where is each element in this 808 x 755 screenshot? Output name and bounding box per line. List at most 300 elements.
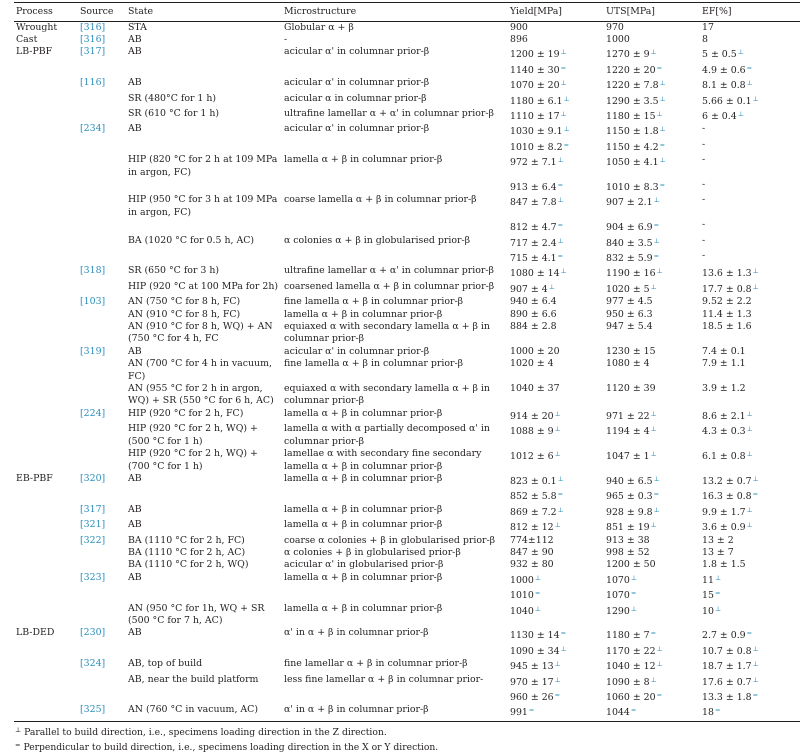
state-cell <box>126 535 282 547</box>
source-cell <box>78 93 126 108</box>
yield-cell <box>508 535 604 547</box>
state-cell: AN (700 °C for 4 h in vacuum, FC) <box>128 358 272 382</box>
ef-cell <box>700 658 800 673</box>
uts-cell: 1290 <box>606 605 630 617</box>
state-cell: AB <box>128 519 142 531</box>
microstructure-cell: - <box>284 33 288 45</box>
ef-cell <box>700 519 800 534</box>
table-row <box>14 383 800 408</box>
uts-cell <box>604 559 700 571</box>
yield-cell: 970 ± 17 <box>510 676 554 688</box>
parallel-marker: ⊥ <box>563 94 570 103</box>
uts-cell <box>604 296 700 308</box>
source-link[interactable]: [322] <box>80 534 106 546</box>
yield-cell <box>508 250 604 265</box>
microstructure-cell <box>282 154 508 179</box>
microstructure-cell <box>282 123 508 138</box>
ef-cell <box>700 250 800 265</box>
microstructure-cell: α colonies α + β in globularised prior-β <box>284 234 471 246</box>
ef-cell: 13.2 ± 0.7 <box>702 475 752 487</box>
table-row <box>14 46 800 61</box>
state-cell: AB <box>128 77 142 89</box>
process-cell <box>14 408 78 423</box>
parallel-marker: ⊥ <box>650 409 657 418</box>
perpendicular-marker: = <box>630 589 637 598</box>
ef-cell <box>700 559 800 571</box>
state-cell <box>126 309 282 321</box>
microstructure-cell <box>282 488 508 503</box>
state-cell <box>126 643 282 658</box>
uts-cell <box>604 235 700 250</box>
state-cell <box>126 46 282 61</box>
microstructure-cell <box>282 572 508 587</box>
yield-cell: 852 ± 5.8 <box>510 491 557 503</box>
yield-cell <box>508 408 604 423</box>
perpendicular-marker: = <box>560 629 567 638</box>
source-cell <box>78 488 126 503</box>
yield-cell <box>508 658 604 673</box>
microstructure-cell <box>282 674 508 689</box>
source-cell <box>78 219 126 234</box>
ef-cell <box>700 139 800 154</box>
ef-cell: 3.6 ± 0.9 <box>702 522 746 534</box>
uts-cell <box>604 572 700 587</box>
uts-cell <box>604 139 700 154</box>
perpendicular-marker: = <box>563 140 570 149</box>
process-cell <box>14 547 78 559</box>
uts-cell: 1194 ± 4 <box>606 426 650 438</box>
yield-cell: 1110 ± 17 <box>510 110 560 122</box>
source-link[interactable]: [318] <box>80 265 106 277</box>
source-cell <box>78 572 126 587</box>
perpendicular-marker: = <box>656 63 663 72</box>
microstructure-cell <box>282 358 508 383</box>
ef-cell: 5 ± 0.5 <box>702 49 737 61</box>
ef-cell <box>700 358 800 383</box>
header-yield: Yield[MPa] <box>508 4 604 21</box>
parallel-marker: ⊥ <box>656 660 663 669</box>
uts-cell: 1070 <box>606 590 630 602</box>
microstructure-cell: lamella α + β in columnar prior-β <box>284 602 443 614</box>
microstructure-cell <box>282 21 508 34</box>
source-link[interactable]: [316] <box>80 33 106 45</box>
uts-cell <box>604 123 700 138</box>
ef-cell: - <box>702 219 706 231</box>
ef-cell <box>700 383 800 408</box>
microstructure-cell <box>282 559 508 571</box>
yield-cell: 717 ± 2.4 <box>510 237 557 249</box>
microstructure-cell: acicular α' in columnar prior-β <box>284 46 430 58</box>
uts-cell: 904 ± 6.9 <box>606 222 653 234</box>
ef-cell <box>700 179 800 194</box>
perpendicular-marker: = <box>557 490 564 499</box>
uts-cell <box>604 519 700 534</box>
uts-cell: 977 ± 4.5 <box>606 296 653 308</box>
source-cell <box>78 358 126 383</box>
microstructure-cell <box>282 93 508 108</box>
ef-cell <box>700 296 800 308</box>
microstructure-cell <box>282 448 508 473</box>
state-cell <box>126 423 282 448</box>
parallel-marker: ⊥ <box>746 79 753 88</box>
source-link[interactable]: [321] <box>80 519 106 531</box>
state-cell <box>126 572 282 587</box>
table-row <box>14 448 800 473</box>
perpendicular-marker: = <box>653 221 660 230</box>
state-cell: AN (750 °C for 8 h, FC) <box>128 296 241 308</box>
state-cell: BA (1110 °C for 2 h, FC) <box>128 534 245 546</box>
yield-cell <box>508 296 604 308</box>
perpendicular-marker: = <box>653 252 660 260</box>
yield-cell <box>508 123 604 138</box>
ef-cell: 18.7 ± 1.7 <box>702 661 752 673</box>
yield-cell: 1030 ± 9.1 <box>510 126 563 138</box>
microstructure-cell: lamella α + β in columnar prior-β <box>284 571 443 583</box>
parallel-marker: ⊥ <box>560 267 567 276</box>
yield-cell: 1012 ± 6 <box>510 451 554 463</box>
process-cell: EB-PBF <box>16 472 53 484</box>
uts-cell: 1070 <box>606 574 630 586</box>
process-cell <box>14 194 78 219</box>
ef-cell <box>700 547 800 559</box>
yield-cell: 913 ± 6.4 <box>510 181 557 193</box>
ef-cell: - <box>702 194 706 206</box>
uts-cell <box>604 93 700 108</box>
source-cell <box>78 321 126 346</box>
process-cell <box>14 572 78 587</box>
yield-cell: 896 <box>510 33 528 45</box>
uts-cell: 950 ± 6.3 <box>606 308 653 320</box>
uts-cell <box>604 704 700 721</box>
uts-cell: 1150 ± 4.2 <box>606 141 659 153</box>
microstructure-cell: ultrafine lamellar α + α' in columnar prior-β <box>284 107 494 119</box>
parallel-marker: ⊥ <box>752 94 759 103</box>
uts-cell: 998 ± 52 <box>606 546 650 558</box>
state-cell: AB <box>128 46 142 58</box>
state-cell: AB <box>128 503 142 515</box>
uts-cell: 1150 ± 1.8 <box>606 126 659 138</box>
uts-cell: 1000 <box>606 33 630 45</box>
state-cell: AN (910 °C for 8 h, WQ) + AN (750 °C for 4 h, FC <box>128 321 273 345</box>
uts-cell: 947 ± 5.4 <box>606 321 653 333</box>
source-cell <box>78 423 126 448</box>
source-cell <box>78 504 126 519</box>
process-cell <box>14 179 78 194</box>
table-row <box>14 179 800 194</box>
table-row <box>14 154 800 179</box>
ef-cell <box>700 281 800 296</box>
yield-cell <box>508 587 604 602</box>
yield-cell <box>508 139 604 154</box>
source-cell <box>78 139 126 154</box>
state-cell: HIP (950 °C for 3 h at 109 MPa in argon, FC) <box>128 194 278 218</box>
yield-cell: 991 <box>510 707 528 719</box>
ef-cell: 7.4 ± 0.1 <box>702 345 746 357</box>
yield-cell <box>508 93 604 108</box>
footnote <box>14 724 800 740</box>
state-cell <box>126 346 282 358</box>
microstructure-cell <box>282 689 508 704</box>
ef-cell <box>700 235 800 250</box>
table-row <box>14 296 800 308</box>
yield-cell <box>508 559 604 571</box>
uts-cell <box>604 448 700 473</box>
parallel-marker: ⊥ <box>752 675 759 684</box>
yield-cell: 1090 ± 34 <box>510 645 560 657</box>
process-cell <box>14 139 78 154</box>
uts-cell <box>604 281 700 296</box>
state-cell <box>126 488 282 503</box>
table-row <box>14 658 800 673</box>
microstructure-cell: fine lamella α + β in columnar prior-β <box>284 296 464 308</box>
state-cell <box>126 34 282 46</box>
ef-cell <box>700 346 800 358</box>
yield-cell <box>508 519 604 534</box>
state-cell <box>126 179 282 194</box>
uts-cell: 1190 ± 16 <box>606 268 656 280</box>
source-link[interactable]: [116] <box>80 77 106 89</box>
yield-cell <box>508 21 604 34</box>
yield-cell: 1020 ± 4 <box>510 358 554 370</box>
state-cell <box>126 627 282 642</box>
ef-cell: 18.5 ± 1.6 <box>702 321 752 333</box>
ef-cell <box>700 46 800 61</box>
parallel-marker: ⊥ <box>557 505 564 514</box>
parallel-marker: ⊥ <box>737 48 744 57</box>
source-link[interactable]: [230] <box>80 627 106 639</box>
state-cell: HIP (920 °C for 2 h, WQ) + (500 °C for 1 h) <box>128 423 258 447</box>
ef-cell <box>700 108 800 123</box>
table-row <box>14 235 800 250</box>
yield-cell: 812 ± 4.7 <box>510 222 557 234</box>
source-link[interactable]: [317] <box>80 503 106 515</box>
parallel-marker: ⊥ <box>653 236 660 245</box>
microstructure-cell <box>282 194 508 219</box>
source-link[interactable]: [103] <box>80 296 106 308</box>
table-row <box>14 473 800 488</box>
uts-cell <box>604 265 700 280</box>
source-link[interactable]: [324] <box>80 658 106 670</box>
yield-cell: 1130 ± 14 <box>510 630 560 642</box>
ef-cell: 8 <box>702 33 708 45</box>
header-source: Source <box>78 4 126 21</box>
state-cell: AN (910 °C for 8 h, FC) <box>128 308 241 320</box>
state-cell <box>126 21 282 34</box>
yield-cell <box>508 309 604 321</box>
microstructure-cell <box>282 34 508 46</box>
state-cell: AB <box>128 571 142 583</box>
source-link[interactable]: [316] <box>80 21 106 33</box>
process-cell <box>14 46 78 61</box>
source-link[interactable]: [234] <box>80 123 106 135</box>
source-cell <box>78 296 126 308</box>
yield-cell: 774±112 <box>510 534 554 546</box>
table-row <box>14 281 800 296</box>
source-cell <box>78 535 126 547</box>
parallel-marker: ⊥ <box>554 450 561 459</box>
ef-cell: 4.9 ± 0.6 <box>702 64 746 76</box>
microstructure-cell: Globular α + β <box>284 21 354 33</box>
microstructure-cell <box>282 250 508 265</box>
uts-cell <box>604 250 700 265</box>
source-link[interactable]: [224] <box>80 407 106 419</box>
source-cell <box>78 603 126 628</box>
source-link[interactable]: [319] <box>80 345 106 357</box>
state-cell: SR (650 °C for 3 h) <box>128 265 220 277</box>
table-row <box>14 643 800 658</box>
parallel-marker: ⊥ <box>534 604 541 613</box>
source-cell <box>78 179 126 194</box>
parallel-marker: ⊥ <box>557 236 564 245</box>
table-row <box>14 547 800 559</box>
ef-cell <box>700 77 800 92</box>
parallel-marker: ⊥ <box>534 573 541 582</box>
source-link[interactable]: [325] <box>80 704 106 716</box>
parallel-marker: ⊥ <box>554 425 561 434</box>
process-cell <box>14 535 78 547</box>
state-cell <box>126 587 282 602</box>
table-row <box>14 674 800 689</box>
table-row <box>14 358 800 383</box>
microstructure-cell: coarsened lamella α + β in columnar prior-β <box>284 280 495 292</box>
microstructure-cell <box>282 603 508 628</box>
uts-cell <box>604 21 700 34</box>
ef-cell: 8.1 ± 0.8 <box>702 80 746 92</box>
parallel-marker: ⊥ <box>737 109 744 118</box>
ef-cell: 11.4 ± 1.3 <box>702 308 752 320</box>
microstructure-cell <box>282 296 508 308</box>
perpendicular-marker: = <box>554 691 561 699</box>
ef-cell <box>700 21 800 34</box>
source-cell <box>78 235 126 250</box>
perpendicular-marker: = <box>714 706 721 715</box>
table-top-rule <box>14 2 800 3</box>
yield-cell: 1000 ± 20 <box>510 345 560 357</box>
process-cell <box>14 235 78 250</box>
perpendicular-marker: = <box>650 629 657 638</box>
parallel-marker: ⊥ <box>746 521 753 530</box>
uts-cell <box>604 423 700 448</box>
process-cell <box>14 689 78 704</box>
state-cell <box>126 139 282 154</box>
source-cell <box>78 704 126 721</box>
microstructure-cell <box>282 504 508 519</box>
perpendicular-marker: = <box>746 63 753 72</box>
yield-cell: 1000 <box>510 574 534 586</box>
table-row <box>14 321 800 346</box>
yield-cell: 907 ± 4 <box>510 283 548 295</box>
footnote-text: Parallel to build direction, i.e., specimens loading direction in the Z direction. <box>24 726 387 738</box>
ef-cell <box>700 674 800 689</box>
parallel-marker: ⊥ <box>714 604 722 613</box>
yield-cell <box>508 179 604 194</box>
microstructure-cell: acicular α' in globularised prior-β <box>284 559 444 571</box>
microstructure-cell <box>282 108 508 123</box>
state-cell: AN (950 °C for 1h, WQ + SR (500 °C for 7 h, AC) <box>128 602 265 626</box>
parallel-marker: ⊥ <box>650 450 657 459</box>
yield-cell: 847 ± 90 <box>510 546 554 558</box>
uts-cell: 1044 <box>606 707 630 719</box>
process-cell <box>14 34 78 46</box>
ef-cell <box>700 219 800 234</box>
parallel-marker: ⊥ <box>548 282 555 291</box>
ef-cell: - <box>702 250 706 261</box>
uts-cell <box>604 346 700 358</box>
microstructure-cell: fine lamella α + β in columnar prior-β <box>284 358 464 370</box>
parallel-marker: ⊥ <box>650 521 657 530</box>
source-link[interactable]: [320] <box>80 472 106 484</box>
yield-cell: 847 ± 7.8 <box>510 197 557 209</box>
yield-cell <box>508 423 604 448</box>
perpendicular-marker: = <box>653 490 660 499</box>
process-cell <box>14 627 78 642</box>
state-cell: BA (1110 °C for 2 h, AC) <box>128 546 246 558</box>
microstructure-cell: fine lamellar α + β in columnar prior-β <box>284 658 468 670</box>
footnote-marker: = <box>15 741 21 750</box>
microstructure-cell: lamella α + β in columnar prior-β <box>284 472 443 484</box>
parallel-marker: ⊥ <box>650 425 657 434</box>
yield-cell <box>508 77 604 92</box>
uts-cell <box>604 603 700 628</box>
yield-cell <box>508 488 604 503</box>
uts-cell: 1200 ± 50 <box>606 559 656 571</box>
state-cell <box>126 448 282 473</box>
ef-cell <box>700 309 800 321</box>
uts-cell: 1170 ± 22 <box>606 645 656 657</box>
uts-cell: 970 <box>606 21 624 33</box>
table-row <box>14 250 800 265</box>
table-row <box>14 423 800 448</box>
state-cell <box>126 358 282 383</box>
state-cell <box>126 704 282 721</box>
source-cell <box>78 123 126 138</box>
parallel-marker: ⊥ <box>746 450 753 459</box>
uts-cell: 971 ± 22 <box>606 410 650 422</box>
process-cell <box>14 643 78 658</box>
ef-cell: 9.9 ± 1.7 <box>702 506 746 518</box>
process-cell <box>14 21 78 34</box>
state-cell <box>126 689 282 704</box>
parallel-marker: ⊥ <box>560 644 567 653</box>
ef-cell <box>700 154 800 179</box>
process-cell <box>14 423 78 448</box>
parallel-marker: ⊥ <box>650 282 657 291</box>
parallel-marker: ⊥ <box>563 125 570 134</box>
header-microstructure: Microstructure <box>282 4 508 21</box>
footnote-text: Perpendicular to build direction, i.e., specimens loading direction in the X or Y direction. <box>23 742 439 754</box>
parallel-marker: ⊥ <box>560 48 567 57</box>
parallel-marker: ⊥ <box>554 675 561 684</box>
process-cell <box>14 93 78 108</box>
source-link[interactable]: [323] <box>80 571 106 583</box>
yield-cell: 960 ± 26 <box>510 692 554 703</box>
uts-cell: 940 ± 6.5 <box>606 475 653 487</box>
process-cell <box>14 309 78 321</box>
uts-cell <box>604 219 700 234</box>
ef-cell <box>700 321 800 346</box>
yield-cell <box>508 689 604 704</box>
process-cell <box>14 448 78 473</box>
parallel-marker: ⊥ <box>752 282 759 291</box>
ef-cell <box>700 535 800 547</box>
uts-cell <box>604 194 700 219</box>
uts-cell: 928 ± 9.8 <box>606 506 653 518</box>
source-link[interactable]: [317] <box>80 46 106 58</box>
uts-cell <box>604 108 700 123</box>
parallel-marker: ⊥ <box>554 409 561 418</box>
yield-cell <box>508 547 604 559</box>
microstructure-cell: lamellae α with secondary fine secondary lamella α + β in columnar prior-β <box>284 448 482 472</box>
